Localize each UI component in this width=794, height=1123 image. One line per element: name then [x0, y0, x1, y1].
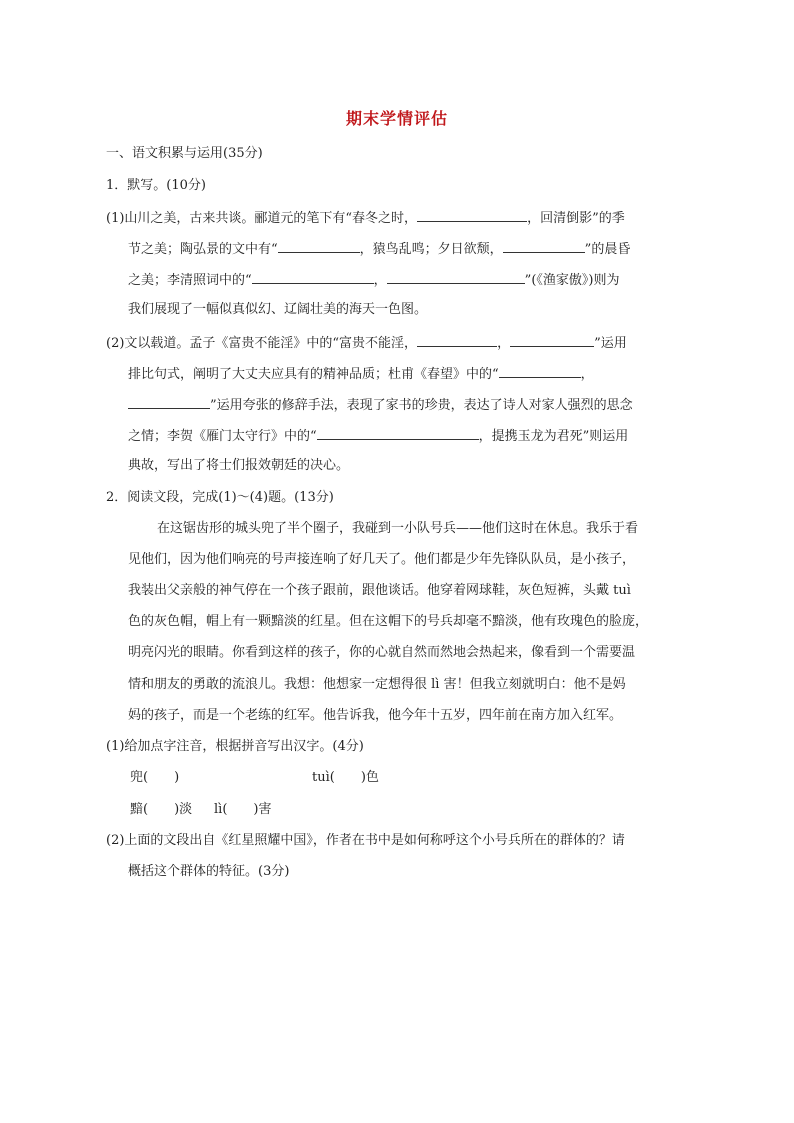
question-2-heading: 2．阅读文段，完成(1)～(4)题。(13分) [106, 490, 334, 505]
q1-sub2-line5: 典故，写出了将士们报效朝廷的决心。 [128, 458, 350, 473]
pinyin-item[interactable]: 兜( ) [130, 770, 180, 785]
q1-sub2-text: ， [497, 336, 511, 351]
pinyin-item[interactable]: lì( )害 [214, 802, 272, 817]
q1-sub1-text: 节之美；陶弘景的文中有“ [128, 242, 278, 257]
answer-blank[interactable] [417, 332, 497, 347]
answer-blank[interactable] [387, 269, 525, 284]
q1-sub2-text: (2)文以载道。孟子《富贵不能淫》中的“富贵不能淫， [106, 336, 418, 351]
q1-sub2-text: 之情；李贺《雁门太守行》中的“ [128, 429, 317, 444]
q1-sub1-text: ， [373, 273, 387, 288]
q1-sub2-text: ， [580, 367, 594, 382]
q1-sub2-text: ，提携玉龙为君死”则运用 [478, 429, 629, 444]
pinyin-item[interactable]: 黯( )淡 [130, 802, 193, 817]
pinyin-item[interactable]: tuì( )色 [312, 770, 379, 785]
section-heading: 一、语文积累与运用(35分) [106, 146, 263, 161]
q1-sub2-line1 [106, 332, 627, 354]
answer-blank[interactable] [503, 238, 585, 253]
q1-sub1-text: 之美；李清照词中的“ [128, 273, 252, 288]
q1-sub1-text: ，回清倒影”的季 [527, 211, 625, 226]
passage-line: 色的灰色帽，帽上有一颗黯淡的红星。但在这帽下的号兵却毫不黯淡，他有玫瑰色的脸庞， [128, 614, 649, 629]
q1-sub2-text: ”运用 [594, 336, 627, 351]
answer-blank[interactable] [128, 394, 210, 409]
q1-sub2-text: 排比句式，阐明了大丈夫应具有的精神品质；杜甫《春望》中的“ [128, 367, 499, 382]
q1-sub1-line2 [128, 238, 630, 260]
q1-sub1-text: ”(《渔家傲》)则为 [524, 273, 620, 288]
q1-sub2-line2 [128, 363, 594, 385]
q2-sub1-heading: (1)给加点字注音，根据拼音写出汉字。(4分) [106, 739, 364, 754]
answer-blank[interactable] [317, 425, 479, 440]
passage-line: 妈的孩子，而是一个老练的红军。他告诉我，他今年十五岁，四年前在南方加入红军。 [128, 708, 623, 723]
passage-line: 明亮闪光的眼睛。你看到这样的孩子，你的心就自然而然地会热起来，像看到一个需要温 [128, 645, 636, 660]
q1-sub2-line4 [128, 425, 628, 447]
passage-line: 我装出父亲般的神气停在一个孩子跟前，跟他谈话。他穿着网球鞋，灰色短裤，头戴 tuì [128, 583, 631, 598]
q1-sub1-text: (1)山川之美，古来共谈。郦道元的笔下有“春冬之时， [106, 211, 418, 226]
answer-blank[interactable] [252, 269, 374, 284]
page-title: 期末学情评估 [345, 109, 448, 128]
q2-sub2-line2: 概括这个群体的特征。(3分) [128, 864, 290, 879]
question-1-heading: 1．默写。(10分) [106, 178, 206, 193]
q1-sub1-text: ，猿鸟乱鸣；夕日欲颓， [359, 242, 503, 257]
q1-sub1-line4: 我们展现了一幅似真似幻、辽阔壮美的海天一色图。 [128, 302, 428, 317]
passage-line: 在这锯齿形的城头兜了半个圈子，我碰到一小队号兵——他们这时在休息。我乐于看 [157, 521, 639, 536]
q1-sub1-text: ”的晨昏 [584, 242, 631, 257]
answer-blank[interactable] [499, 363, 581, 378]
q1-sub1-line3 [128, 269, 619, 291]
answer-blank[interactable] [510, 332, 594, 347]
passage-line: 情和朋友的勇敢的流浪儿。我想：他想家一定想得很 lì 害！但我立刻就明白：他不是妈 [128, 677, 626, 692]
q2-sub2-line1: (2)上面的文段出自《红星照耀中国》，作者在书中是如何称呼这个小号兵所在的群体的？请 [106, 833, 625, 848]
answer-blank[interactable] [417, 207, 527, 222]
q1-sub1-line1 [106, 207, 625, 229]
q1-sub2-text: ”运用夸张的修辞手法，表现了家书的珍贵，表达了诗人对家人强烈的思念 [210, 398, 633, 413]
answer-blank[interactable] [278, 238, 360, 253]
passage-line: 见他们，因为他们响亮的号声接连响了好几天了。他们都是少年先锋队队员，是小孩子， [128, 552, 636, 567]
q1-sub2-line3 [128, 394, 633, 416]
